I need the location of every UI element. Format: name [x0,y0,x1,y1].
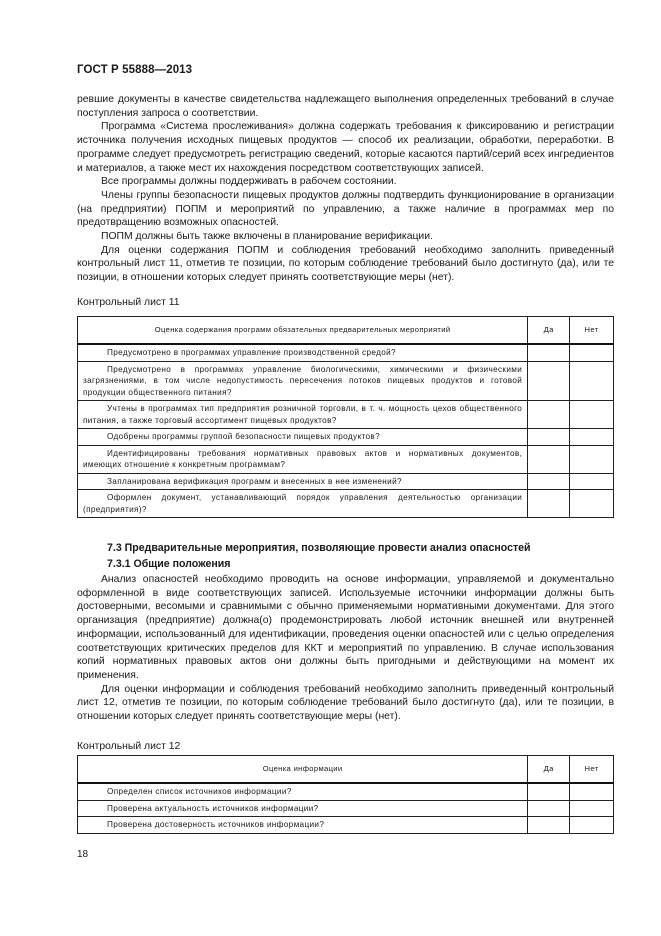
table-row [78,473,614,490]
no-cell[interactable] [570,344,614,361]
question-text: Проверена достоверность источников информации? [107,820,325,829]
page-number: 18 [77,849,89,860]
yes-cell[interactable] [528,344,570,361]
table-header-row [78,317,614,345]
no-cell[interactable] [570,800,614,817]
yes-cell[interactable] [528,473,570,490]
paragraph: ревшие документы в качестве свидетельства надлежащего выполнения определенных требований в случае поступления запроса о соответствии. [77,94,614,119]
question-text: Определен список источников информации? [107,787,292,796]
column-header-criterion: Оценка информации [78,756,528,784]
question-text: Предусмотрено в программах управление производственной средой? [107,348,396,357]
no-cell[interactable] [570,445,614,473]
table-row [78,490,614,518]
question-text: Предусмотрено в программах управление биологическими, химическими и физическими загрязнениями, в том числе недопустимость пересечения потоков пищевых продуктов и готовой продукции общественного питания? [83,364,523,397]
column-header-criterion: Оценка содержания программ обязательных предварительных мероприятий [78,317,528,345]
question-text: Учтены в программах тип предприятия розничной торговли, в т. ч. мощность цехов общественного питания, а также торговый ассортимент пищевых продуктов? [83,404,523,425]
yes-cell[interactable] [528,429,570,446]
standard-id-header: ГОСТ Р 55888—2013 [77,64,193,76]
column-header-no: Нет [570,317,614,345]
question-text: Идентифицированы требования нормативных правовых актов и нормативных документов, имеющих отношение к конкретным программам? [83,448,523,469]
yes-cell[interactable] [528,783,570,800]
checklist-11-table [77,316,614,518]
paragraph: Анализ опасностей необходимо проводить на основе информации, управляемой и документально оформленной в виде соответствующих записей. Используемые источники информации должны быть достоверными, весомыми и сравнимыми с обычно применяемыми нормативными документами. Для этого организация (предприятие) должна(о) продемонстрировать любой источник внешней или внутренней информации, использованный для идентификации, проведения оценки опасностей или с целью определения соответствующих критических пределов для ККТ и мероприятий по управлению. В случае использования копий нормативных правовых актов они должны быть пригодными и действующими на момент их применения. [77,574,614,681]
table-row [78,429,614,446]
table-row [78,445,614,473]
yes-cell[interactable] [528,361,570,401]
section-7-3-text-block [77,573,614,724]
no-cell[interactable] [570,817,614,834]
question-text: Запланирована верификация программ и внесенных в нее изменений? [107,476,402,486]
question-text: Проверена актуальность источников информации? [107,803,319,813]
section-heading-7-3: 7.3 Предварительные мероприятия, позволяющие провести анализ опасностей [107,542,531,554]
table-row [78,817,614,834]
column-header-yes: Да [528,317,570,345]
table-header-row [78,756,614,784]
yes-cell[interactable] [528,445,570,473]
table-row [78,361,614,401]
column-header-yes: Да [528,756,570,784]
paragraph: Все программы должны поддерживать в рабочем состоянии. [101,176,397,188]
table-row [78,800,614,817]
paragraph: Члены группы безопасности пищевых продуктов должны подтвердить функционирование в организации (на предприятии) ПОПМ и мероприятий по управлению, а также наличие в программах мер по предотвращению возможных опасностей. [77,189,614,229]
no-cell[interactable] [570,401,614,429]
paragraph: Для оценки содержания ПОПМ и соблюдения требований необходимо заполнить приведенный контрольный лист 11, отметив те позиции, по которым соблюдение требований было достигнуто (да), или те позиции, в отношении которых следует принять соответствующие меры (нет). [77,244,614,284]
question-text: Оформлен документ, устанавливающий порядок управления деятельностью организации (предприятия)? [83,493,523,514]
paragraph: Для оценки информации и соблюдения требований необходимо заполнить приведенный контрольный лист 12, отметив те позиции, по которым соблюдение требований было достигнуто (да), или те позиции, в отношении которых следует принять соответствующие меры (нет). [77,683,614,723]
table-row [78,783,614,800]
table-row [78,344,614,361]
yes-cell[interactable] [528,817,570,834]
paragraph: Программа «Система прослеживания» должна содержать требования к фиксированию и регистрации источника получения исходных пищевых продуктов — способ их реализации, обработки, переработки. В программе следует предусмотреть регистрацию сведений, которые касаются партий/серий всех ингредиентов и материалов, а также мест их нахождения посредством соответствующих записей. [77,121,614,174]
no-cell[interactable] [570,361,614,401]
table-row [78,401,614,429]
checklist-12-caption: Контрольный лист 12 [77,741,181,752]
yes-cell[interactable] [528,800,570,817]
paragraph: ПОПМ должны быть также включены в планирование верификации. [101,231,433,243]
no-cell[interactable] [570,429,614,446]
checklist-12-table [77,755,614,834]
yes-cell[interactable] [528,401,570,429]
no-cell[interactable] [570,783,614,800]
no-cell[interactable] [570,490,614,518]
yes-cell[interactable] [528,490,570,518]
column-header-no: Нет [570,756,614,784]
subsection-heading-7-3-1: 7.3.1 Общие положения [107,558,231,570]
intro-text-block [77,93,614,285]
no-cell[interactable] [570,473,614,490]
checklist-11-caption: Контрольный лист 11 [77,297,180,308]
question-text: Одобрены программы группой безопасности пищевых продуктов? [107,432,381,441]
